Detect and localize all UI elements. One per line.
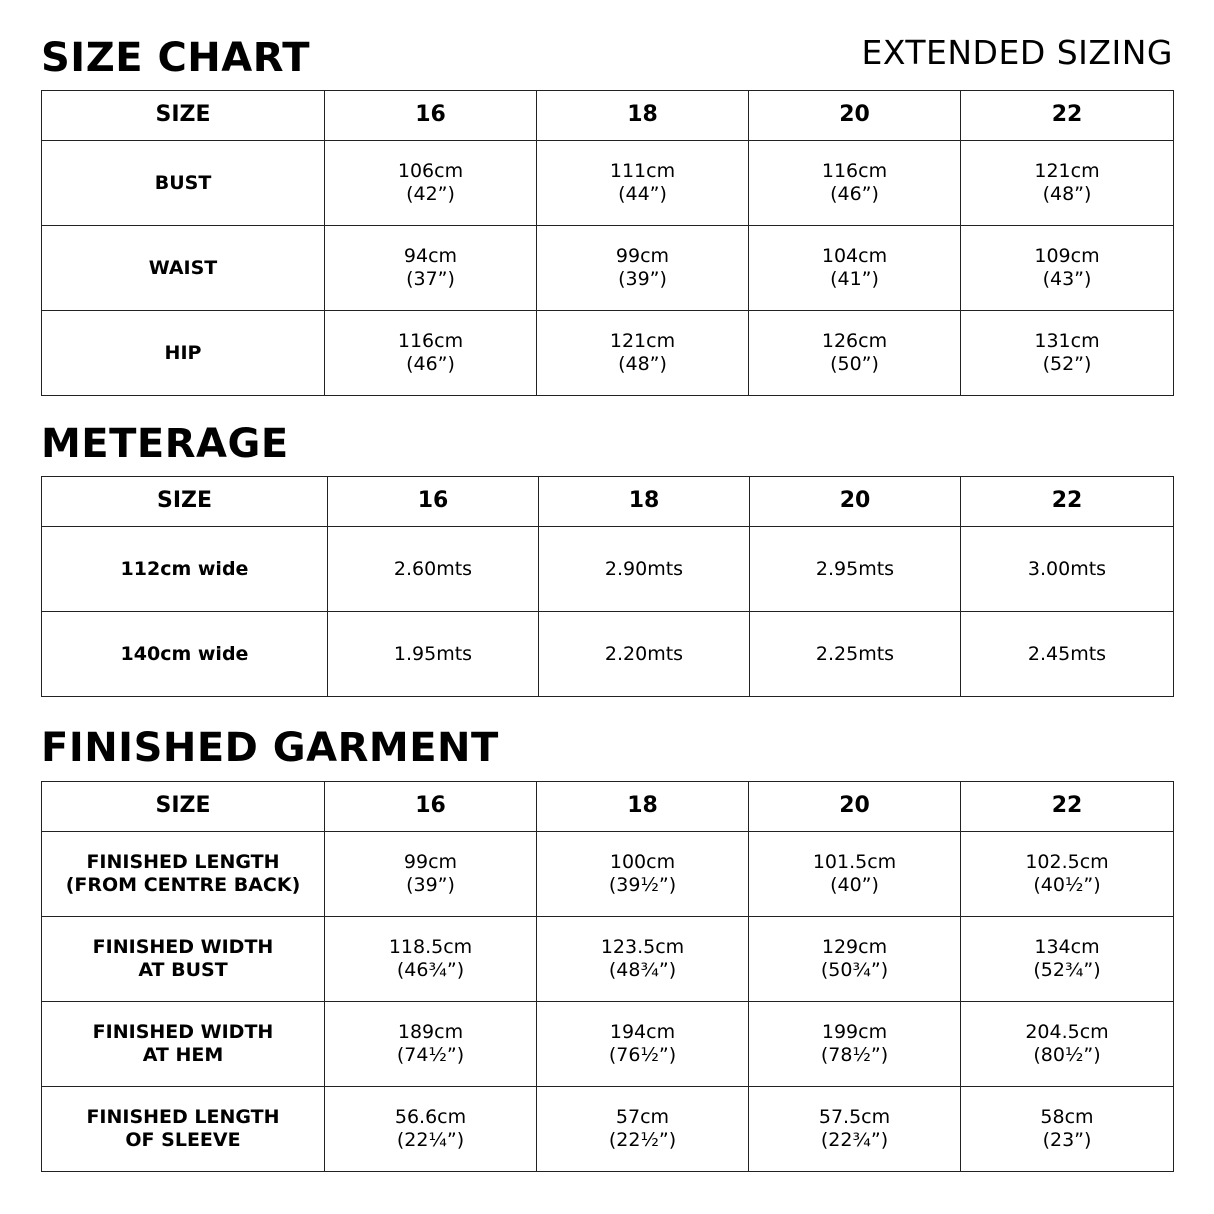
table-cell — [961, 226, 1174, 311]
table-cell — [961, 1002, 1174, 1087]
table-header-row — [42, 91, 1174, 141]
meterage-title: METERAGE — [41, 421, 289, 467]
table-cell — [749, 1002, 961, 1087]
table-cell: 2.90mts — [539, 527, 750, 612]
size-chart-table — [41, 90, 1174, 396]
row-label — [42, 917, 325, 1002]
value-inch: (40”) — [830, 874, 879, 896]
meterage-table — [41, 476, 1174, 697]
value-cm: 134cm — [1034, 936, 1100, 959]
value-cm: 126cm — [821, 330, 888, 353]
table-row — [42, 527, 1174, 612]
value-inch: (46”) — [830, 183, 879, 205]
value-inch: (52”) — [1042, 353, 1092, 375]
value-cm: 57cm — [615, 1106, 670, 1129]
value-cm: 58cm — [1040, 1106, 1094, 1129]
header-cell: 18 — [539, 477, 750, 527]
header-cell: SIZE — [42, 91, 325, 141]
table-row — [42, 1002, 1174, 1087]
value-inch: (23”) — [1042, 1129, 1092, 1151]
table-cell — [537, 917, 749, 1002]
table-row — [42, 612, 1174, 697]
value-inch: (50”) — [830, 353, 879, 375]
table-row — [42, 832, 1174, 917]
row-label-line: FINISHED WIDTH — [92, 936, 274, 959]
table-cell — [749, 917, 961, 1002]
header-cell: 18 — [537, 91, 749, 141]
table-row — [42, 141, 1174, 226]
table-cell — [537, 1002, 749, 1087]
table-cell — [961, 311, 1174, 396]
value-cm: 121cm — [1034, 160, 1100, 183]
value-inch: (78½”) — [820, 1044, 889, 1066]
value-cm: 116cm — [821, 160, 888, 183]
header-cell: 20 — [750, 477, 961, 527]
value-cm: 94cm — [403, 245, 458, 268]
value-inch: (76½”) — [608, 1044, 677, 1066]
value-cm: 109cm — [1034, 245, 1100, 268]
table-cell — [325, 917, 537, 1002]
table-row — [42, 226, 1174, 311]
finished-garment-title: FINISHED GARMENT — [41, 725, 499, 771]
value-cm: 116cm — [397, 330, 464, 353]
header-cell: 16 — [325, 91, 537, 141]
header-cell: 20 — [749, 91, 961, 141]
value-inch: (48¾”) — [608, 959, 677, 981]
row-label-line: FINISHED WIDTH — [92, 1021, 274, 1044]
value-cm: 56.6cm — [394, 1106, 467, 1129]
value-inch: (48”) — [618, 353, 667, 375]
table-cell — [749, 141, 961, 226]
value-inch: (39”) — [406, 874, 455, 896]
table-cell: 3.00mts — [961, 527, 1174, 612]
table-cell — [325, 141, 537, 226]
value-cm: 199cm — [821, 1021, 888, 1044]
value-inch: (22¼”) — [396, 1129, 465, 1151]
extended-sizing-label: EXTENDED SIZING — [861, 33, 1173, 72]
header-cell: 16 — [325, 782, 537, 832]
header-cell: SIZE — [42, 477, 328, 527]
table-cell — [537, 1087, 749, 1172]
finished-garment-table — [41, 781, 1174, 1172]
value-cm: 194cm — [609, 1021, 676, 1044]
table-row — [42, 917, 1174, 1002]
row-label-line: (FROM CENTRE BACK) — [65, 874, 301, 896]
value-cm: 204.5cm — [1025, 1021, 1109, 1044]
table-cell — [537, 311, 749, 396]
value-cm: 104cm — [821, 245, 888, 268]
row-label-line: AT BUST — [138, 959, 228, 981]
table-cell — [749, 832, 961, 917]
row-label — [42, 1087, 325, 1172]
value-cm: 101.5cm — [812, 851, 897, 874]
value-inch: (80½”) — [1033, 1044, 1101, 1066]
value-inch: (37”) — [406, 268, 455, 290]
row-label: HIP — [42, 311, 325, 396]
table-cell — [325, 311, 537, 396]
table-row — [42, 1087, 1174, 1172]
table-cell: 2.45mts — [961, 612, 1174, 697]
table-row — [42, 311, 1174, 396]
row-label — [42, 1002, 325, 1087]
table-cell — [749, 311, 961, 396]
value-inch: (46”) — [406, 353, 455, 375]
value-inch: (42”) — [406, 183, 455, 205]
value-inch: (41”) — [830, 268, 879, 290]
table-cell — [961, 1087, 1174, 1172]
row-label-line: FINISHED LENGTH — [86, 851, 280, 874]
table-cell — [961, 917, 1174, 1002]
header-cell: 22 — [961, 782, 1174, 832]
value-cm: 99cm — [403, 851, 458, 874]
table-header-row — [42, 477, 1174, 527]
table-cell: 2.60mts — [328, 527, 539, 612]
value-cm: 106cm — [397, 160, 464, 183]
row-label: BUST — [42, 141, 325, 226]
value-cm: 99cm — [615, 245, 670, 268]
value-inch: (43”) — [1042, 268, 1092, 290]
header-cell: SIZE — [42, 782, 325, 832]
table-cell — [749, 226, 961, 311]
value-cm: 100cm — [609, 851, 676, 874]
row-label: 112cm wide — [42, 527, 328, 612]
table-header-row — [42, 782, 1174, 832]
row-label — [42, 832, 325, 917]
value-cm: 118.5cm — [388, 936, 473, 959]
value-inch: (46¾”) — [396, 959, 465, 981]
value-cm: 123.5cm — [600, 936, 685, 959]
value-cm: 102.5cm — [1025, 851, 1109, 874]
value-inch: (39½”) — [608, 874, 677, 896]
table-cell — [537, 141, 749, 226]
value-cm: 131cm — [1034, 330, 1100, 353]
header-cell: 18 — [537, 782, 749, 832]
table-cell — [961, 141, 1174, 226]
value-inch: (52¾”) — [1033, 959, 1101, 981]
value-inch: (50¾”) — [820, 959, 889, 981]
table-cell: 1.95mts — [328, 612, 539, 697]
size-chart-title: SIZE CHART — [41, 35, 311, 81]
header-cell: 22 — [961, 91, 1174, 141]
table-cell: 2.95mts — [750, 527, 961, 612]
table-cell — [325, 1002, 537, 1087]
row-label: WAIST — [42, 226, 325, 311]
table-cell — [537, 832, 749, 917]
value-inch: (74½”) — [396, 1044, 465, 1066]
row-label-line: AT HEM — [142, 1044, 224, 1066]
table-cell — [325, 832, 537, 917]
table-cell: 2.20mts — [539, 612, 750, 697]
header-cell: 22 — [961, 477, 1174, 527]
table-cell — [325, 1087, 537, 1172]
table-cell — [537, 226, 749, 311]
value-inch: (40½”) — [1033, 874, 1101, 896]
value-cm: 57.5cm — [818, 1106, 891, 1129]
table-cell — [749, 1087, 961, 1172]
table-cell — [961, 832, 1174, 917]
value-inch: (48”) — [1042, 183, 1092, 205]
value-cm: 129cm — [821, 936, 888, 959]
table-cell — [325, 226, 537, 311]
value-inch: (22¾”) — [820, 1129, 889, 1151]
value-inch: (39”) — [618, 268, 667, 290]
table-cell: 2.25mts — [750, 612, 961, 697]
value-cm: 189cm — [397, 1021, 464, 1044]
header-cell: 16 — [328, 477, 539, 527]
row-label: 140cm wide — [42, 612, 328, 697]
value-cm: 121cm — [609, 330, 676, 353]
value-inch: (22½”) — [608, 1129, 677, 1151]
row-label-line: FINISHED LENGTH — [86, 1106, 280, 1129]
value-cm: 111cm — [609, 160, 676, 183]
value-inch: (44”) — [618, 183, 667, 205]
row-label-line: OF SLEEVE — [125, 1129, 241, 1151]
header-cell: 20 — [749, 782, 961, 832]
